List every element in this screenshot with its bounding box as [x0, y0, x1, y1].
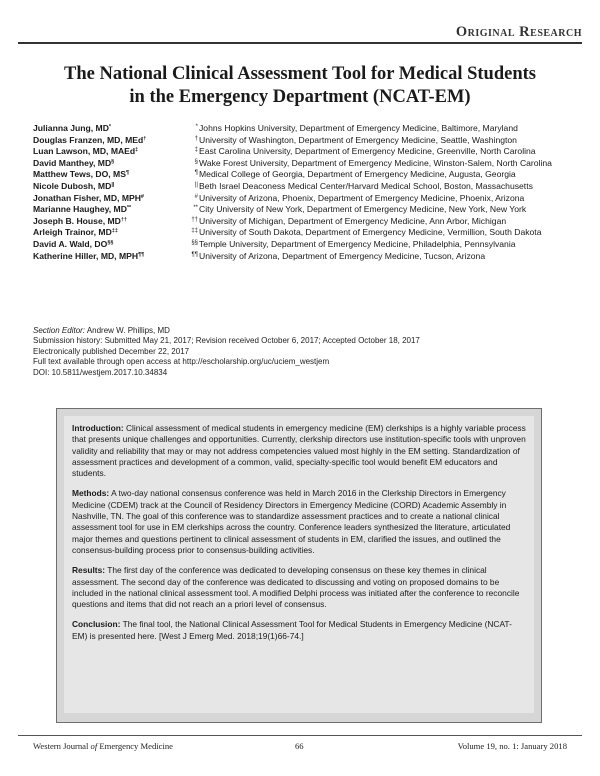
- section-label: Original Research: [455, 24, 582, 40]
- article-title: [40, 63, 560, 109]
- affiliation: ‡ East Carolina University, Department of Emergency Medicine, Greenville, North Carolina: [194, 146, 536, 157]
- title-line-1: The National Clinical Assessment Tool for Medical Students: [64, 64, 536, 84]
- affiliation: ** City University of New York, Department of Emergency Medicine, New York, New York: [193, 204, 527, 215]
- title-line-2: in the Emergency Department (NCAT-EM): [129, 87, 471, 107]
- author: Joseph B. House, MD††: [33, 215, 127, 226]
- publication-date: Electronically published December 22, 2017: [33, 346, 190, 356]
- section-editor: Section Editor: Andrew W. Phillips, MD: [33, 326, 170, 335]
- author-list: [33, 123, 193, 262]
- author: David Manthey, MD§: [33, 157, 115, 168]
- author: Luan Lawson, MD, MAEd‡: [33, 146, 139, 157]
- author: Nicole Dubosh, MD||: [33, 180, 115, 191]
- page-number: 66: [295, 741, 304, 751]
- affiliation: ¶ Medical College of Georgia, Department of Emergency Medicine, Augusta, Georgia: [194, 169, 516, 180]
- footer-rule: [18, 735, 582, 736]
- author: Arleigh Trainor, MD‡‡: [33, 227, 118, 238]
- affiliation-list: [185, 123, 579, 262]
- volume-info: Volume 19, no. 1: January 2018: [457, 741, 567, 751]
- author: David A. Wald, DO§§: [33, 238, 114, 249]
- author: Matthew Tews, DO, MS¶: [33, 169, 130, 180]
- affiliation: †† University of Michigan, Department of Emergency Medicine, Ann Arbor, Michigan: [191, 215, 507, 226]
- affiliation: # University of Arizona, Phoenix, Department of Emergency Medicine, Phoenix, Arizona: [194, 192, 525, 203]
- abstract-panel: [64, 416, 534, 713]
- doi[interactable]: DOI: 10.5811/westjem.2017.10.34834: [33, 367, 168, 377]
- affiliation: || Beth Israel Deaconess Medical Center/Harvard Medical School, Boston, Massachusetts: [194, 180, 533, 191]
- affiliation: † University of Washington, Department of Emergency Medicine, Seattle, Washington: [194, 134, 517, 145]
- author: Jonathan Fisher, MD, MPH#: [33, 192, 144, 203]
- author: Douglas Franzen, MD, MEd†: [33, 134, 147, 145]
- author: Marianne Haughey, MD**: [33, 204, 132, 215]
- abstract-conclusion: Conclusion: The final tool, the National Clinical Assessment Tool for Medical Students in Emergency Medicine (NCAT-EM) is presented here. [West J Emerg Med. 2018;19(1)66-74.]: [72, 619, 512, 641]
- abstract-results: Results: The first day of the conference was dedicated to developing consensus on these key themes in clinical assessment. The second day of the conference was dedicated to discussing and voting on proposed domains to be included in the national clinical assessment tool. A modified Delphi process was initiated after the conference to reconcile questions and items that did not reach an a priori level of consensus.: [72, 565, 520, 610]
- abstract-box: [56, 408, 542, 723]
- journal-name: Western Journal of Emergency Medicine: [33, 741, 173, 751]
- author: Julianna Jung, MD*: [33, 123, 112, 133]
- abstract-introduction: Introduction: Clinical assessment of medical students in emergency medicine (EM) clerkships is a highly variable process that presents unique challenges and opportunities. Currently, clerkship directors use institution-specific tools with unproven validity and reliability that may or may not address competencies valued most highly in the EM setting. Standardization of assessment practices and development of a common, valid, specialty-specific tool would benefit EM educators and students.: [72, 423, 526, 479]
- affiliation: * Johns Hopkins University, Department of Emergency Medicine, Baltimore, Maryland: [195, 123, 518, 133]
- affiliation: ‡‡ University of South Dakota, Department of Emergency Medicine, Vermillion, South Dakota: [191, 227, 542, 238]
- affiliation: § Wake Forest University, Department of Emergency Medicine, Winston-Salem, North Carolina: [194, 157, 552, 168]
- affiliation: §§ Temple University, Department of Emergency Medicine, Philadelphia, Pennsylvania: [191, 238, 516, 249]
- header-rule: [18, 42, 582, 44]
- submission-history: Submission history: Submitted May 21, 2017; Revision received October 6, 2017; Accepted October 18, 2017: [33, 336, 420, 346]
- author: Katherine Hiller, MD, MPH¶¶: [33, 250, 145, 261]
- editorial-info: [33, 326, 573, 378]
- abstract-methods: Methods: A two-day national consensus conference was held in March 2016 in the Clerkship Directors in Emergency Medicine (CDEM) track at the Council of Residency Directors in Emergency Medicine (CORD) Academic Assembly in Nashville, TN. The goal of this conference was to standardize assessment practices and to create a national clinical assessment tool for use in EM clerkships across the country. Conference leaders synthesized the literature, articulated major themes and questions pertinent to clinical assessment of students in EM, clarified the issues, and outlined the consensus-building process prior to consensus-building activities.: [72, 488, 511, 555]
- fulltext-link[interactable]: Full text available through open access at http://escholarship.org/uc/uciem_westjem: [33, 357, 330, 367]
- affiliation: ¶¶ University of Arizona, Department of Emergency Medicine, Tucson, Arizona: [191, 250, 486, 261]
- page-footer: [33, 741, 567, 755]
